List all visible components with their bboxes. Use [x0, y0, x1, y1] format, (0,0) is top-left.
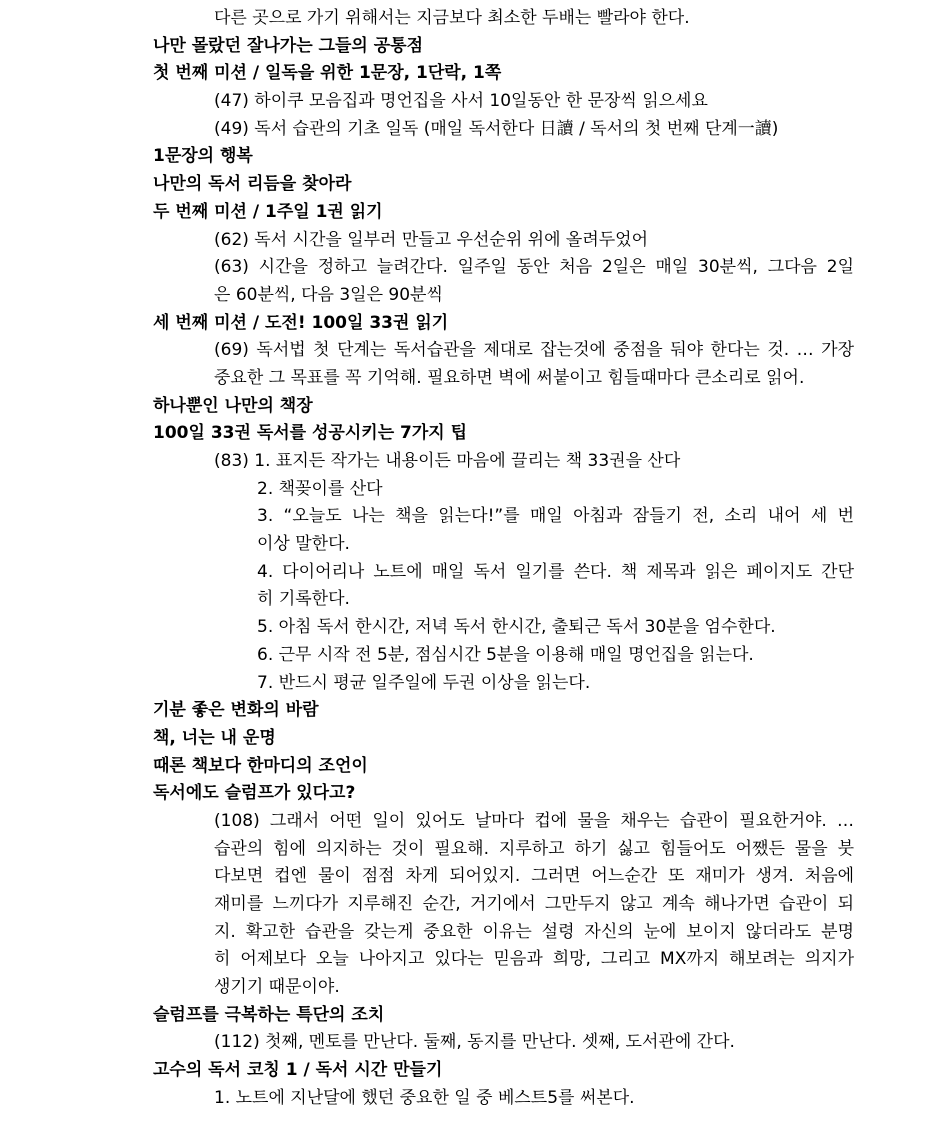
section-heading: 슬럼프를 극복하는 특단의 조치: [153, 1004, 385, 1025]
body-text-line: 생기기 때문이야.: [214, 977, 340, 998]
section-heading: 독서에도 슬럼프가 있다고?: [153, 783, 356, 804]
section-heading: 100일 33권 독서를 성공시키는 7가지 팁: [153, 423, 468, 444]
list-item-line: 4. 다이어리나 노트에 매일 독서 일기를 쓴다. 책 제목과 읽은 페이지도 간단: [257, 561, 854, 582]
section-heading: 때론 책보다 한마디의 조언이: [153, 755, 368, 776]
body-text-line: (47) 하이쿠 모음집과 명언집을 사서 10일동안 한 문장씩 읽으세요: [214, 91, 708, 112]
body-text-line: 다보면 컵엔 물이 점점 차게 되어있지. 그러면 어느순간 또 재미가 생겨. 처음에: [214, 866, 854, 887]
section-heading: 첫 번째 미션 / 일독을 위한 1문장, 1단락, 1쪽: [153, 63, 502, 84]
body-text-line: (108) 그래서 어떤 일이 있어도 날마다 컵에 물을 채우는 습관이 필요한거야. …: [214, 810, 854, 831]
section-heading: 나만 몰랐던 잘나가는 그들의 공통점: [153, 35, 424, 56]
list-item-line: 히 기록한다.: [257, 589, 350, 610]
body-text-line: (49) 독서 습관의 기초 일독 (매일 독서한다 日讀 / 독서의 첫 번째 단계一讀): [214, 118, 779, 139]
section-heading: 1문장의 행복: [153, 146, 253, 167]
body-text-line: 히 어제보다 오늘 나아지고 있다는 믿음과 희망, 그리고 MX까지 해보려는 의지가: [214, 949, 854, 970]
section-heading: 세 번째 미션 / 도전! 100일 33권 읽기: [153, 312, 449, 333]
body-text-line: 지. 확고한 습관을 갖는게 중요한 이유는 설령 자신의 눈에 보이지 않더라도 분명: [214, 921, 854, 942]
list-item-line: 7. 반드시 평균 일주일에 두권 이상을 읽는다.: [257, 672, 591, 693]
body-text-line: (62) 독서 시간을 일부러 만들고 우선순위 위에 올려두었어: [214, 229, 649, 250]
section-heading: 하나뿐인 나만의 책장: [153, 395, 313, 416]
section-heading: 두 번째 미션 / 1주일 1권 읽기: [153, 201, 383, 222]
list-item-line: 5. 아침 독서 한시간, 저녁 독서 한시간, 출퇴근 독서 30분을 엄수한다.: [257, 617, 776, 638]
body-text-line: (83) 1. 표지든 작가는 내용이든 마음에 끌리는 책 33권을 산다: [214, 451, 681, 471]
list-item-line: 6. 근무 시작 전 5분, 점심시간 5분을 이용해 매일 명언집을 읽는다.: [257, 644, 754, 665]
list-item-line: 2. 책꽂이를 산다: [257, 478, 383, 499]
list-item-line: 이상 말한다.: [257, 534, 350, 555]
body-text-line: (63) 시간을 정하고 늘려간다. 일주일 동안 처음 2일은 매일 30분씩, 그다음 2일: [214, 257, 854, 278]
body-text-line: 1. 노트에 지난달에 했던 중요한 일 중 베스트5를 써본다.: [214, 1087, 635, 1108]
document-page: [0, 5, 942, 1113]
body-text-line: 은 60분씩, 다음 3일은 90분씩: [214, 284, 443, 305]
body-text-line: (69) 독서법 첫 단계는 독서습관을 제대로 잡는것에 중점을 둬야 한다는 것. … 가장: [214, 340, 854, 361]
section-heading: 고수의 독서 코칭 1 / 독서 시간 만들기: [153, 1060, 443, 1081]
body-text-line: (112) 첫째, 멘토를 만난다. 둘째, 동지를 만난다. 셋째, 도서관에 간다.: [214, 1032, 735, 1053]
body-text-line: 중요한 그 목표를 꼭 기억해. 필요하면 벽에 써붙이고 힘들때마다 큰소리로 읽어.: [214, 367, 805, 388]
section-heading: 책, 너는 내 운명: [153, 727, 276, 748]
section-heading: 기분 좋은 변화의 바람: [153, 700, 319, 721]
section-heading: 나만의 독서 리듬을 찾아라: [153, 174, 352, 195]
list-item-line: 3. “오늘도 나는 책을 읽는다!”를 매일 아침과 잠들기 전, 소리 내어 세 번: [257, 506, 854, 527]
body-text-line: 다른 곳으로 가기 위해서는 지금보다 최소한 두배는 빨라야 한다.: [214, 8, 690, 28]
body-text-line: 습관의 힘에 의지하는 것이 필요해. 지루하고 하기 싫고 힘들어도 어쨌든 물을 붓: [214, 838, 854, 859]
body-text-line: 재미를 느끼다가 지루해진 순간, 거기에서 그만두지 않고 계속 해나가면 습관이 되: [214, 894, 854, 914]
